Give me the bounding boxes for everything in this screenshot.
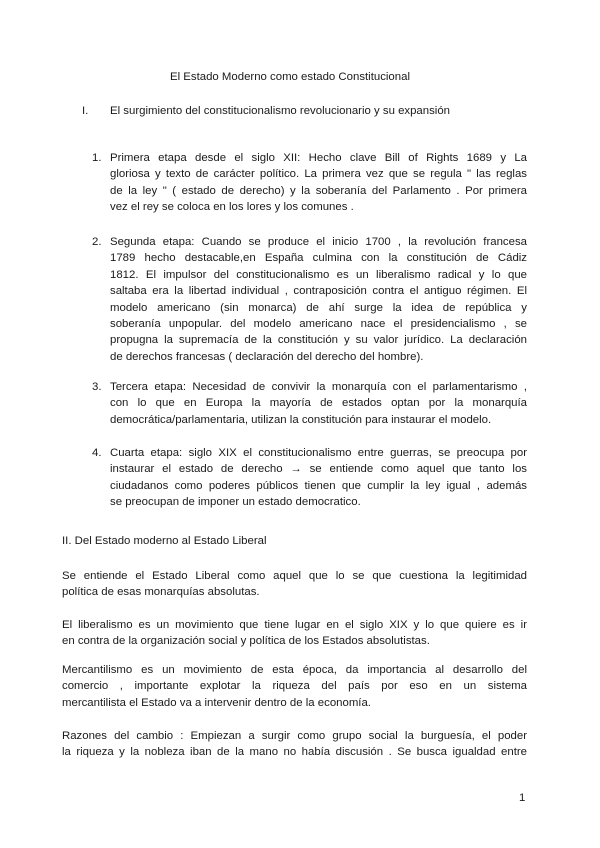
text-line: soberanía unpopular. del modelo americano nace el presidencialismo , se (110, 317, 527, 330)
text-line: modelo americano (sin monarca) de ahí surge la idea de república y (110, 301, 527, 314)
section-1-marker: I. (82, 105, 89, 117)
text-line: en contra de la organización social y política de los Estados absolutistas. (62, 635, 430, 648)
page-number: 1 (519, 792, 526, 804)
text-line: se preocupan de imponer un estado democratico. (110, 496, 361, 509)
text-line: de la ley " ( estado de derecho) y la soberanía del Parlamento . Por primera (110, 184, 527, 197)
text-line: con lo que en Europa la mayoría de estados optan por la monarquía (110, 397, 527, 410)
text-line: ciudadanos como poderes públicos tienen que cumplir la ley igual , además (110, 479, 527, 492)
list-item-number: 4. (92, 447, 102, 459)
text-line: comercio , importante explotar la riqueza del país por eso en un sistema (62, 680, 527, 693)
text-line: la riqueza y la nobleza iban de la mano no había discusión . Se busca igualdad entre (62, 746, 527, 759)
list-item-number: 2. (92, 236, 102, 248)
section-2-heading: II. Del Estado moderno al Estado Liberal (62, 535, 267, 547)
list-item-number: 3. (92, 381, 102, 393)
text-line: propugna la supremacía de la constitución y su valor jurídico. La declaración (110, 334, 527, 347)
text-line: Segunda etapa: Cuando se produce el inicio 1700 , la revolución francesa (110, 236, 527, 248)
text-line: Se entiende el Estado Liberal como aquel que lo se que cuestiona la legitimidad (62, 570, 527, 582)
document-title: El Estado Moderno como estado Constitucional (170, 71, 410, 83)
text-line: vez el rey se coloca en los lores y los comunes . (110, 201, 354, 214)
paragraph (62, 728, 527, 761)
list-item-number: 1. (92, 152, 102, 164)
text-line: política de esas monarquías absolutas. (62, 586, 260, 599)
text-line: El liberalismo es un movimiento que tiene lugar en el siglo XIX y lo que quiere es ir (62, 619, 527, 631)
paragraph (62, 568, 527, 601)
text-line: Mercantilismo es un movimiento de esta época, da importancia al desarrollo del (62, 664, 527, 676)
text-line: Cuarta etapa: siglo XIX el constitucionalismo entre guerras, se preocupa por (110, 447, 527, 459)
text-line: Tercera etapa: Necesidad de convivir la monarquía con el parlamentarismo , (110, 381, 527, 393)
text-line: Primera etapa desde el siglo XII: Hecho clave Bill of Rights 1689 y La (110, 152, 527, 164)
paragraph (62, 662, 527, 711)
text-line: instaurar el estado de derecho → se entiende como aquel que tanto los (110, 463, 527, 476)
paragraph (62, 617, 527, 650)
text-line: 1812. El impulsor del constitucionalismo es un liberalismo radical y lo que (110, 268, 527, 281)
text-line: democrática/parlamentaria, utilizan la constitución para instaurar el modelo. (110, 413, 492, 426)
section-1-heading: El surgimiento del constitucionalismo revolucionario y su expansión (110, 105, 450, 117)
text-line: mercantilista el Estado va a intervenir dentro de la economía. (62, 696, 371, 709)
text-line: 1789 hecho destacable,en España culmina con la constitución de Cádiz (110, 252, 527, 265)
text-line: de derechos francesas ( declaración del derecho del hombre). (110, 350, 424, 363)
text-line: gloriosa y texto de carácter político. La primera vez que se regula " las reglas (110, 168, 527, 181)
text-line: Razones del cambio : Empiezan a surgir como grupo social la burguesía, el poder (62, 730, 527, 742)
text-line: saltaba era la libertad individual , contraposición contra el antiguo régimen. El (110, 285, 527, 298)
